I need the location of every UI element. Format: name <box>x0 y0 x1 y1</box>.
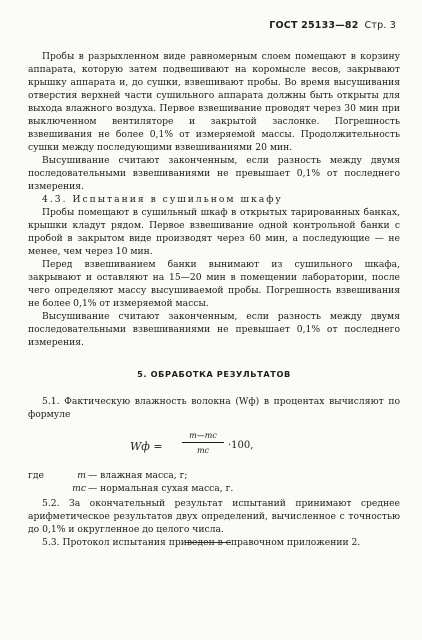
formula-tail: ·100, <box>228 440 254 451</box>
section-heading: 5. ОБРАБОТКА РЕЗУЛЬТАТОВ <box>137 369 291 379</box>
formula <box>28 431 400 463</box>
legend-prefix <box>28 482 60 495</box>
paragraph: 5.1. Фактическую влажность волокна (Wф) в процентах вычисляют по формуле <box>28 396 400 420</box>
paragraph: Высушивание считают законченным, если разность между двумя последовательными взвешиваниями не превышает 0,1% от последнего измерения. <box>28 311 400 348</box>
legend-row <box>28 469 400 482</box>
document-body <box>28 50 400 549</box>
legend-text: — влажная масса, г; <box>88 470 188 481</box>
page-header <box>269 20 396 31</box>
legend-row <box>28 482 400 495</box>
legend-text: — нормальная сухая масса, г. <box>88 483 234 494</box>
subsection-heading: 4.3. Испытания в сушильном шкафу <box>42 194 283 205</box>
paragraph: Перед взвешиванием банки вынимают из сушильного шкафа, закрывают и оставляют на 15—20 мин в помещении лаборатории, после чего определяют массу высушиваемой пробы. Погрешность взвешивания не более 0,1% от измеряемой массы. <box>28 259 400 309</box>
paragraph: 5.2. За окончательный результат испытаний принимают среднее арифметическое результатов двух определений, вычисленное с точностью до 0,1% и округленное до целого числа. <box>28 498 400 535</box>
paragraph: 5.3. Протокол испытания приведен в справочном приложении 2. <box>42 537 361 548</box>
formula-denominator: mc <box>196 446 210 455</box>
page-number: Стр. 3 <box>364 20 396 31</box>
formula-fraction <box>182 431 224 455</box>
end-rule <box>185 542 231 543</box>
paragraph: Пробы в разрыхленном виде равномерным слоем помещают в корзину аппарата, которую затем подвешивают на коромысле весов, закрывают крышку аппарата и, до сушки, взвешивают пробы. Во время высушивания отверстия верхней части сушильного аппарата должны быть открыты для выхода влажного воздуха. Первое взвешивание проводят через 30 мин при выключенном вентиляторе и закрытой заслонке. Погрешность взвешивания не более 0,1% от измеряемой массы. Продолжительность сушки между последующими взвешиваниями 20 мин. <box>28 51 400 153</box>
legend-prefix: где <box>28 470 44 481</box>
standard-number: ГОСТ 25133—82 <box>269 20 359 31</box>
formula-legend <box>28 469 400 495</box>
paragraph: Высушивание считают законченным, если разность между двумя последовательными взвешиваниями не превышает 0,1% от последнего измерения. <box>28 155 400 192</box>
legend-symbol: mc <box>72 483 86 494</box>
formula-numerator: m—mc <box>182 431 224 443</box>
formula-lhs: Wф = <box>130 440 163 453</box>
legend-symbol: m <box>77 470 86 481</box>
paragraph: Пробы помещают в сушильный шкаф в открытых тарированных банках, крышки кладут рядом. Первое взвешивание одной контрольной банки с пробой в закрытом виде производят через 60 мин, а последующие — не менее, чем через 10 мин. <box>28 207 400 257</box>
